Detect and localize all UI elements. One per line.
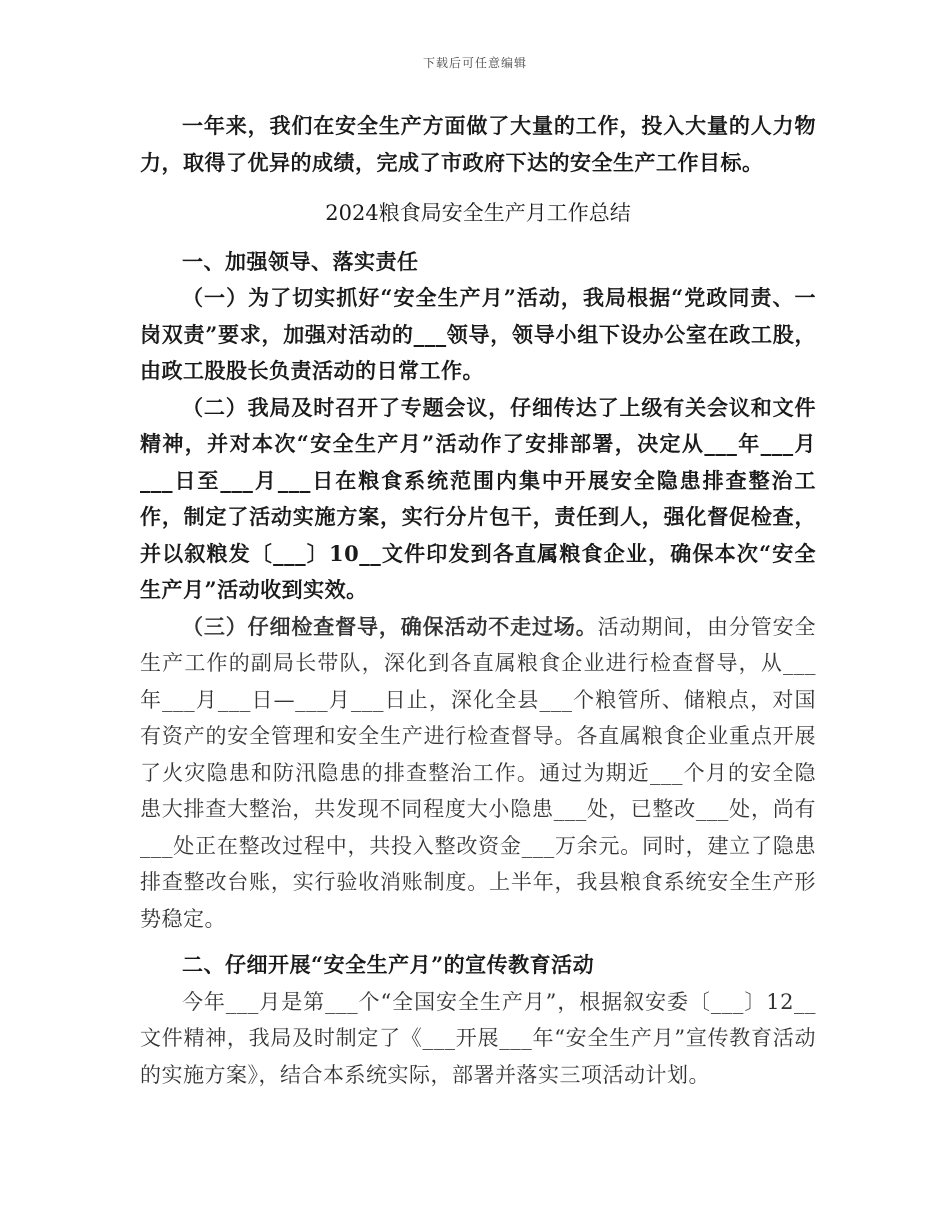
document-title: 2024粮食局安全生产月工作总结 [325,201,631,225]
section1-paragraph-3-lead: （三）仔细检查督导，确保活动不走过场。 [182,613,598,639]
section1-paragraph-1: （一）为了切实抓好“安全生产月”活动，我局根据“党政同责、一岗双责”要求，加强对活动的___领导，领导小组下设办公室在政工股，由政工股股长负责活动的日常工作。 [140,285,816,383]
document-body [140,108,816,1093]
intro-paragraph: 一年来，我们在安全生产方面做了大量的工作，投入大量的人力物力，取得了优异的成绩，完成了市政府下达的安全生产工作目标。 [140,113,816,175]
page-header: 下载后可任意编辑 [422,56,527,70]
section1-heading: 一、加强领导、落实责任 [182,248,419,274]
section2-paragraph-1: 今年___月是第___个“全国安全生产月”，根据叙安委〔___〕12__文件精神，我局及时制定了《___开展___年“安全生产月”宣传教育活动的实施方案》，结合本系统实际，部署并落实三项活动计划。 [140,989,816,1087]
section2-heading: 二、仔细开展“安全生产月”的宣传教育活动 [182,952,595,977]
section1-paragraph-3 [140,609,816,938]
section1-paragraph-2: （二）我局及时召开了专题会议，仔细传达了上级有关会议和文件精神，并对本次“安全生产月”活动作了安排部署，决定从___年___月___日至___月___日在粮食系统范围内集中开展安全隐患排查整治工作，制定了活动实施方案，实行分片包干，责任到人，强化督促检查，并以叙粮发〔___〕10__文件印发到各直属粮食企业，确保本次“安全生产月”活动收到实效。 [140,394,816,602]
section1-paragraph-3-body: 活动期间，由分管安全生产工作的副局长带队，深化到各直属粮食企业进行检查督导，从___年___月___日—___月___日止，深化全县___个粮管所、储粮点，对国有资产的安全管理和安全生产进行检查督导。各直属粮食企业重点开展了火灾隐患和防汛隐患的排查整治工作。通过为期近___个月的安全隐患大排查大整治，共发现不同程度大小隐患___处，已整改___处，尚有___处正在整改过程中，共投入整改资金___万余元。同时，建立了隐患排查整改台账，实行验收消账制度。上半年，我县粮食系统安全生产形势稳定。 [140,614,816,931]
